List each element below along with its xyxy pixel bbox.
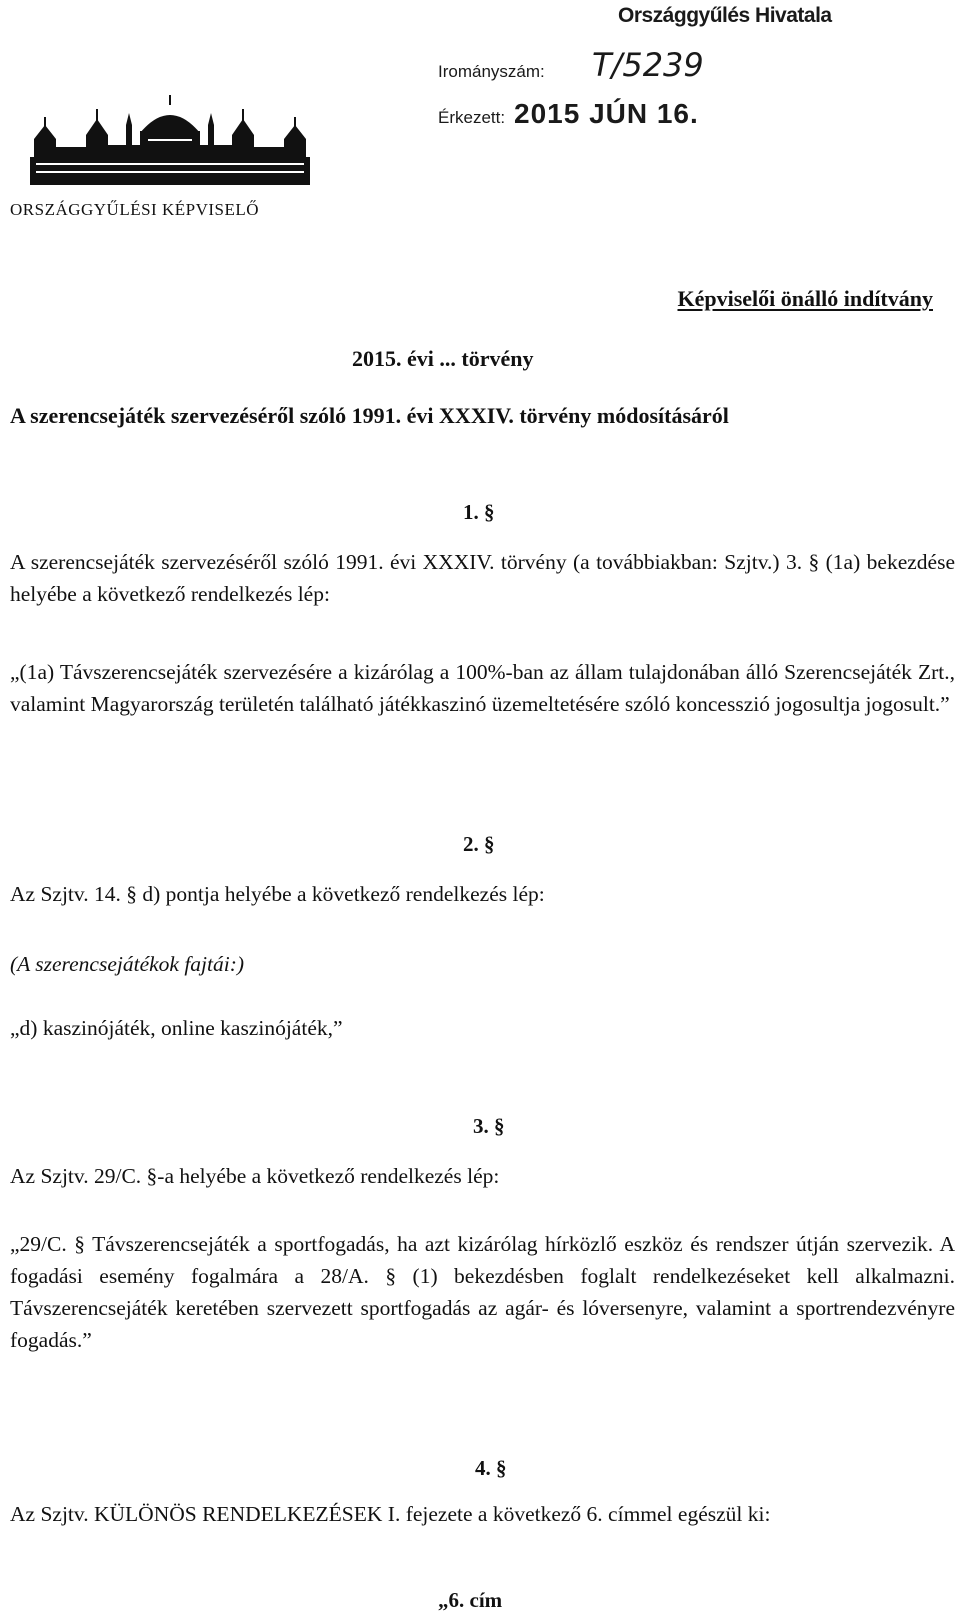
parliament-building-icon — [30, 95, 310, 190]
section-heading-2: 2. § — [463, 832, 495, 856]
section-heading-1: 1. § — [463, 500, 495, 524]
law-title: A szerencsejáték szervezéséről szóló 1991. évi XXXIV. törvény módosításáról — [10, 403, 729, 428]
institution-label: ORSZÁGGYŰLÉSI KÉPVISELŐ — [10, 200, 260, 219]
received-label: Érkezett: — [438, 108, 506, 127]
section-3-quote: „29/C. § Távszerencsejáték a sportfogadás, ha azt kizárólag hírközlő eszköz és rendszer útján szervezik. A fogadási esemény fogalmára a 28/A. § (1) bekezdésben foglalt rendelkezéseket kell alkalmazni. Távszerencsejáték keretében szervezett sportfogadás az agár- és lóversenyre, valamint a sportrendezvényre fogadás.” — [10, 1232, 955, 1352]
section-heading-4: 4. § — [475, 1456, 507, 1480]
section-2-intro: Az Szjtv. 14. § d) pontja helyébe a következő rendelkezés lép: — [10, 882, 545, 906]
section-4-intro: Az Szjtv. KÜLÖNÖS RENDELKEZÉSEK I. fejezete a következő 6. címmel egészül ki: — [10, 1502, 771, 1526]
registration-number: T/5239 — [592, 46, 704, 84]
section-1-intro: A szerencsejáték szervezéséről szóló 1991. évi XXXIV. törvény (a továbbiakban: Szjtv.) 3. § (1a) bekezdése helyébe a következő rendelkezés lép: — [10, 550, 955, 606]
section-2-context: (A szerencsejátékok fajtái:) — [10, 952, 245, 976]
section-3-intro: Az Szjtv. 29/C. §-a helyébe a következő rendelkezés lép: — [10, 1164, 500, 1188]
section-1-quote: „(1a) Távszerencsejáték szervezésére a kizárólag a 100%-ban az állam tulajdonában álló Szerencsejáték Zrt., valamint Magyarország területén található játékkaszinó üzemeltetésére szóló koncesszió jogosultja jogosult.” — [10, 660, 955, 716]
section-2-quote: „d) kaszinójáték, online kaszinójáték,” — [10, 1016, 343, 1040]
document-kind: Képviselői önálló indítvány — [677, 286, 933, 311]
received-date: 2015 JÚN 16. — [514, 98, 699, 129]
stamp-office: Országgyűlés Hivatala — [618, 4, 832, 27]
section-4-quote: „6. cím — [438, 1588, 503, 1612]
law-number: 2015. évi ... törvény — [352, 346, 534, 371]
registration-label: Irományszám: — [438, 62, 545, 81]
section-heading-3: 3. § — [473, 1114, 505, 1138]
